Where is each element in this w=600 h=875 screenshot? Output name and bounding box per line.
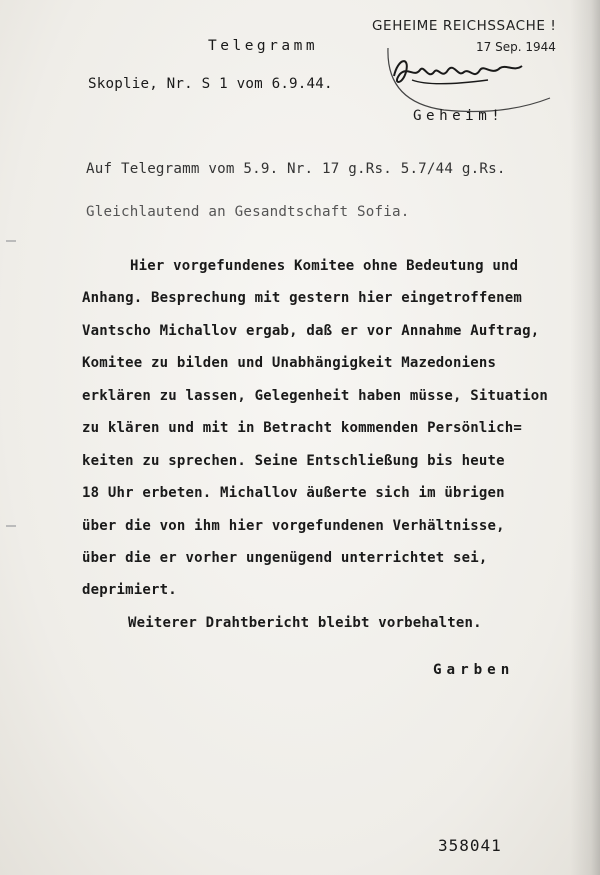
punch-mark [6,240,16,242]
stamp-date-day: 17 [476,40,492,54]
body-line: 18 Uhr erbeten. Michallov äußerte sich im übrigen [82,485,505,501]
body-line: deprimiert. [82,582,177,598]
secret-marking: Geheim! [413,108,505,124]
body-line: keiten zu sprechen. Seine Entschließung bis heute [82,453,505,469]
handwritten-signature-scribble [388,50,528,92]
body-line: Anhang. Besprechung mit gestern hier eingetroffenem [82,290,523,306]
stamp-date-month-year: Sep. 1944 [495,40,556,54]
body-line: Weiterer Drahtbericht bleibt vorbehalten. [128,615,482,631]
body-line: über die von ihm hier vorgefundenen Verhältnisse, [82,518,505,534]
signature: Garben [433,662,515,678]
classification-stamp: GEHEIME REICHSSACHE ! [372,18,557,34]
body-line: Hier vorgefundenes Komitee ohne Bedeutung und [130,258,519,274]
reference-line: Auf Telegramm vom 5.9. Nr. 17 g.Rs. 5.7/44 g.Rs. [86,161,506,177]
page-edge-shadow [570,0,600,875]
document-title: Telegramm [208,38,319,54]
body-line: Komitee zu bilden und Unabhängigkeit Mazedoniens [82,355,497,371]
body-line: über die er vorher ungenügend unterrichtet sei, [82,550,488,566]
document-number: 358041 [438,836,502,855]
body-line: Vantscho Michallov ergab, daß er vor Annahme Auftrag, [82,323,540,339]
body-line: erklären zu lassen, Gelegenheit haben müsse, Situation [82,388,548,404]
punch-mark [6,525,16,527]
distribution-line: Gleichlautend an Gesandtschaft Sofia. [86,204,410,220]
telegram-origin-line: Skoplie, Nr. S 1 vom 6.9.44. [88,76,333,92]
body-line: zu klären und mit in Betracht kommenden Persönlich= [82,420,523,436]
